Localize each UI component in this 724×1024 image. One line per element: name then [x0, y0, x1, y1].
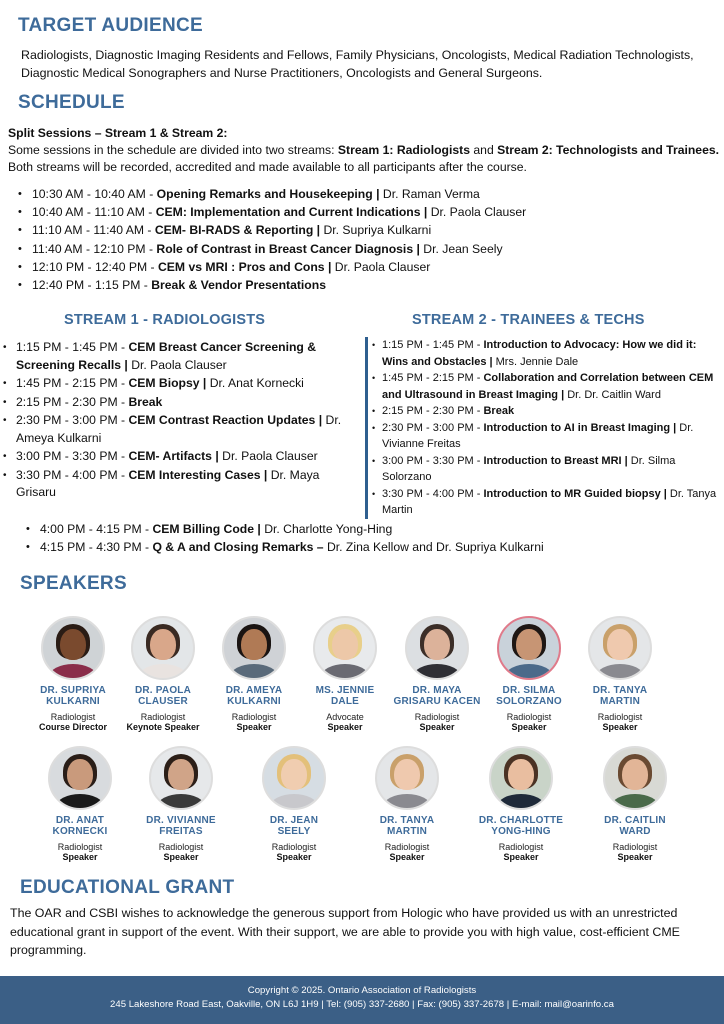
split-and: and — [470, 143, 498, 157]
speaker-title: Speaker — [617, 852, 653, 862]
speaker-name: DR. ANAT KORNECKI — [52, 815, 108, 837]
speaker-card — [239, 746, 349, 863]
stream1-list — [0, 339, 355, 503]
speaker-name: DR. AMEYA KULKARNI — [225, 685, 283, 707]
schedule-item: • 4:15 PM - 4:30 PM - Q & A and Closing Remarks – Dr. Zina Kellow and Dr. Supriya Kulkarni — [18, 538, 718, 556]
stream2-item: • 1:15 PM - 1:45 PM - Introduction to Advocacy: How we did it: Wins and Obstacles | Mrs. Jennie Dale — [370, 337, 720, 370]
speaker-role: Radiologist — [498, 842, 544, 852]
speaker-title: Speaker — [276, 852, 312, 862]
stream1-item: • 1:15 PM - 1:45 PM - CEM Breast Cancer Screening & Screening Recalls | Dr. Paola Clauser — [0, 339, 355, 374]
speaker-title: Keynote Speaker — [126, 722, 200, 732]
speaker-photo — [41, 616, 105, 680]
closing-schedule-list — [18, 520, 718, 556]
speaker-name: DR. SILMA SOLORZANO — [496, 685, 562, 707]
stream2-item: • 2:30 PM - 3:00 PM - Introduction to AI in Breast Imaging | Dr. Vivianne Freitas — [370, 420, 720, 453]
stream2-item: • 3:00 PM - 3:30 PM - Introduction to Breast MRI | Dr. Silma Solorzano — [370, 453, 720, 486]
speaker-title: Speaker — [163, 852, 199, 862]
schedule-item: • 12:10 PM - 12:40 PM - CEM vs MRI : Pros and Cons | Dr. Paola Clauser — [10, 258, 710, 276]
speaker-title: Speaker — [602, 722, 638, 732]
speaker-role: Radiologist — [50, 712, 96, 722]
speaker-title: Speaker — [62, 852, 98, 862]
speaker-card — [352, 746, 462, 863]
stream1-item: • 3:00 PM - 3:30 PM - CEM- Artifacts | Dr. Paola Clauser — [0, 448, 355, 466]
schedule-heading: SCHEDULE — [18, 92, 125, 113]
speaker-role: Radiologist — [57, 842, 103, 852]
stream1-heading: STREAM 1 - RADIOLOGISTS — [64, 312, 266, 328]
stream1-item: • 3:30 PM - 4:00 PM - CEM Interesting Cases | Dr. Maya Grisaru — [0, 467, 355, 502]
stream1-item: • 1:45 PM - 2:15 PM - CEM Biopsy | Dr. Anat Kornecki — [0, 375, 355, 393]
stream2-label: Stream 2: Technologists and Trainees. — [497, 143, 720, 157]
speaker-title: Speaker — [236, 722, 272, 732]
target-audience-heading: TARGET AUDIENCE — [18, 15, 203, 36]
split-sessions-title: Split Sessions – Stream 1 & Stream 2: — [8, 126, 228, 140]
speaker-role: Radiologist — [612, 842, 658, 852]
speaker-name: DR. MAYA GRISARU KACEN — [393, 685, 481, 707]
split-sessions-intro — [8, 125, 720, 176]
speaker-role: Radiologist — [271, 842, 317, 852]
speaker-photo — [149, 746, 213, 810]
speaker-role: Radiologist — [140, 712, 186, 722]
speaker-title: Course Director — [38, 722, 108, 732]
stream2-heading: STREAM 2 - TRAINEES & TECHS — [412, 312, 645, 328]
speaker-card — [565, 616, 675, 733]
speaker-photo — [375, 746, 439, 810]
speaker-photo — [405, 616, 469, 680]
speaker-name: DR. PAOLA CLAUSER — [134, 685, 192, 707]
speaker-card — [25, 746, 135, 863]
speaker-card — [580, 746, 690, 863]
speaker-role: Radiologist — [231, 712, 277, 722]
educational-grant-text: The OAR and CSBI wishes to acknowledge the generous support from Hologic who have provided us with an unrestricted educational grant in support of the event. With their support, we are able to provide you with high value, cost-efficient CME programming. — [10, 906, 680, 957]
speaker-photo — [48, 746, 112, 810]
speaker-title: Speaker — [389, 852, 425, 862]
schedule-item: • 12:40 PM - 1:15 PM - Break & Vendor Presentations — [10, 276, 710, 294]
schedule-item: • 11:40 AM - 12:10 PM - Role of Contrast in Breast Cancer Diagnosis | Dr. Jean Seely — [10, 240, 710, 258]
speaker-name: DR. TANYA MARTIN — [379, 815, 435, 837]
split-text-2: Both streams will be recorded, accredited and made available to all participants after the course. — [8, 160, 527, 174]
split-text-1: Some sessions in the schedule are divided into two streams: — [8, 143, 338, 157]
educational-grant-heading: EDUCATIONAL GRANT — [20, 877, 235, 898]
footer-copyright: Copyright © 2025. Ontario Association of Radiologists — [247, 985, 477, 996]
target-audience-text: Radiologists, Diagnostic Imaging Residents and Fellows, Family Physicians, Oncologists, Medical Radiation Technologists, Diagnostic Medical Sonographers and Nurse Practitioners, Oncologists and General Surgeons. — [21, 48, 694, 80]
stream2-item: • 2:15 PM - 2:30 PM - Break — [370, 403, 720, 420]
speaker-name: DR. VIVIANNE FREITAS — [146, 815, 216, 837]
footer-address: 245 Lakeshore Road East, Oakville, ON L6J 1H9 | Tel: (905) 337-2680 | Fax: (905) 337-2678 | E-mail: mail@oarinfo.ca — [110, 998, 614, 1010]
speaker-role: Advocate — [326, 712, 364, 722]
speaker-title: Speaker — [327, 722, 363, 732]
speaker-photo — [222, 616, 286, 680]
speaker-title: Speaker — [511, 722, 547, 732]
schedule-item: • 10:30 AM - 10:40 AM - Opening Remarks and Housekeeping | Dr. Raman Verma — [10, 185, 710, 203]
speaker-title: Speaker — [503, 852, 539, 862]
speaker-name: DR. SUPRIYA KULKARNI — [40, 685, 106, 707]
speaker-photo — [489, 746, 553, 810]
speaker-name: DR. CAITLIN WARD — [604, 815, 666, 837]
speaker-role: Radiologist — [597, 712, 643, 722]
stream2-item: • 3:30 PM - 4:00 PM - Introduction to MR Guided biopsy | Dr. Tanya Martin — [370, 486, 720, 519]
stream2-item: • 1:45 PM - 2:15 PM - Collaboration and Correlation between CEM and Ultrasound in Breast Imaging | Dr. Dr. Caitlin Ward — [370, 370, 720, 403]
footer — [0, 976, 724, 1024]
speakers-heading: SPEAKERS — [20, 573, 127, 594]
speaker-name: DR. TANYA MARTIN — [592, 685, 648, 707]
speaker-photo — [313, 616, 377, 680]
speaker-card — [126, 746, 236, 863]
stream2-list — [365, 337, 720, 519]
speaker-name: MS. JENNIE DALE — [315, 685, 375, 707]
speaker-photo — [131, 616, 195, 680]
stream1-label: Stream 1: Radiologists — [337, 143, 470, 157]
schedule-item: • 4:00 PM - 4:15 PM - CEM Billing Code | Dr. Charlotte Yong-Hing — [18, 520, 718, 538]
schedule-item: • 11:10 AM - 11:40 AM - CEM- BI-RADS & Reporting | Dr. Supriya Kulkarni — [10, 221, 710, 239]
speaker-role: Radiologist — [158, 842, 204, 852]
schedule-item: • 10:40 AM - 11:10 AM - CEM: Implementation and Current Indications | Dr. Paola Clauser — [10, 203, 710, 221]
speaker-role: Radiologist — [506, 712, 552, 722]
speaker-photo — [262, 746, 326, 810]
speaker-card — [466, 746, 576, 863]
speaker-title: Speaker — [419, 722, 455, 732]
speaker-name: DR. CHARLOTTE YONG-HING — [478, 815, 564, 837]
speaker-photo — [497, 616, 561, 680]
speaker-role: Radiologist — [384, 842, 430, 852]
speaker-name: DR. JEAN SEELY — [269, 815, 319, 837]
main-schedule-list — [10, 185, 710, 294]
stream1-item: • 2:30 PM - 3:00 PM - CEM Contrast Reaction Updates | Dr. Ameya Kulkarni — [0, 412, 355, 447]
speaker-role: Radiologist — [414, 712, 460, 722]
speaker-photo — [603, 746, 667, 810]
speaker-photo — [588, 616, 652, 680]
stream1-item: • 2:15 PM - 2:30 PM - Break — [0, 394, 355, 412]
